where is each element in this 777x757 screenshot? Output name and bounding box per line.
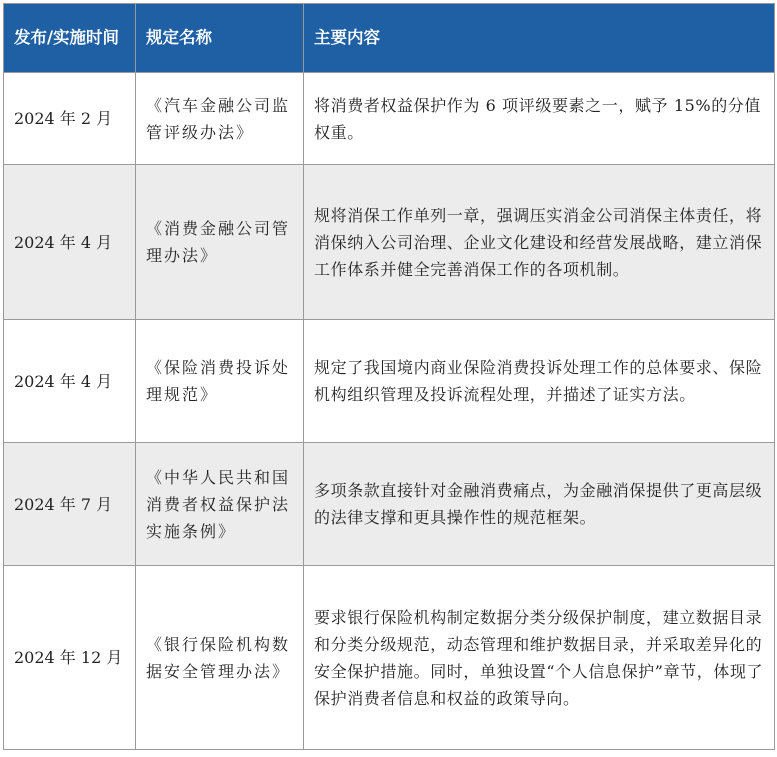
table-header: [4, 4, 775, 73]
row-regulation-name: 《消费金融公司管理办法》: [136, 165, 304, 320]
row-date: 2024 年 4 月: [4, 320, 136, 443]
row-date: 2024 年 4 月: [4, 165, 136, 320]
table-row: [4, 165, 775, 320]
table-row: [4, 443, 775, 566]
row-date: 2024 年 2 月: [4, 73, 136, 165]
header-name: 规定名称: [136, 4, 304, 73]
row-regulation-name: 《汽车金融公司监管评级办法》: [136, 73, 304, 165]
row-date: 2024 年 7 月: [4, 443, 136, 566]
header-row: [4, 4, 775, 73]
row-content: 多项条款直接针对金融消费痛点，为金融消保提供了更高层级的法律支撑和更具操作性的规范框架。: [304, 443, 775, 566]
header-date: 发布/实施时间: [4, 4, 136, 73]
table-row: [4, 320, 775, 443]
row-date: 2024 年 12 月: [4, 566, 136, 750]
table-row: [4, 73, 775, 165]
row-content: 要求银行保险机构制定数据分类分级保护制度，建立数据目录和分类分级规范，动态管理和维护数据目录，并采取差异化的安全保护措施。同时，单独设置“个人信息保护”章节，体现了保护消费者信息和权益的政策导向。: [304, 566, 775, 750]
policy-table: [3, 3, 775, 750]
table-row: [4, 566, 775, 750]
header-content: 主要内容: [304, 4, 775, 73]
row-regulation-name: 《中华人民共和国消费者权益保护法实施条例》: [136, 443, 304, 566]
row-content: 将消费者权益保护作为 6 项评级要素之一，赋予 15%的分值权重。: [304, 73, 775, 165]
row-regulation-name: 《银行保险机构数据安全管理办法》: [136, 566, 304, 750]
row-regulation-name: 《保险消费投诉处理规范》: [136, 320, 304, 443]
row-content: 规将消保工作单列一章，强调压实消金公司消保主体责任，将消保纳入公司治理、企业文化建设和经营发展战略，建立消保工作体系并健全完善消保工作的各项机制。: [304, 165, 775, 320]
row-content: 规定了我国境内商业保险消费投诉处理工作的总体要求、保险机构组织管理及投诉流程处理，并描述了证实方法。: [304, 320, 775, 443]
table-body: [4, 73, 775, 750]
